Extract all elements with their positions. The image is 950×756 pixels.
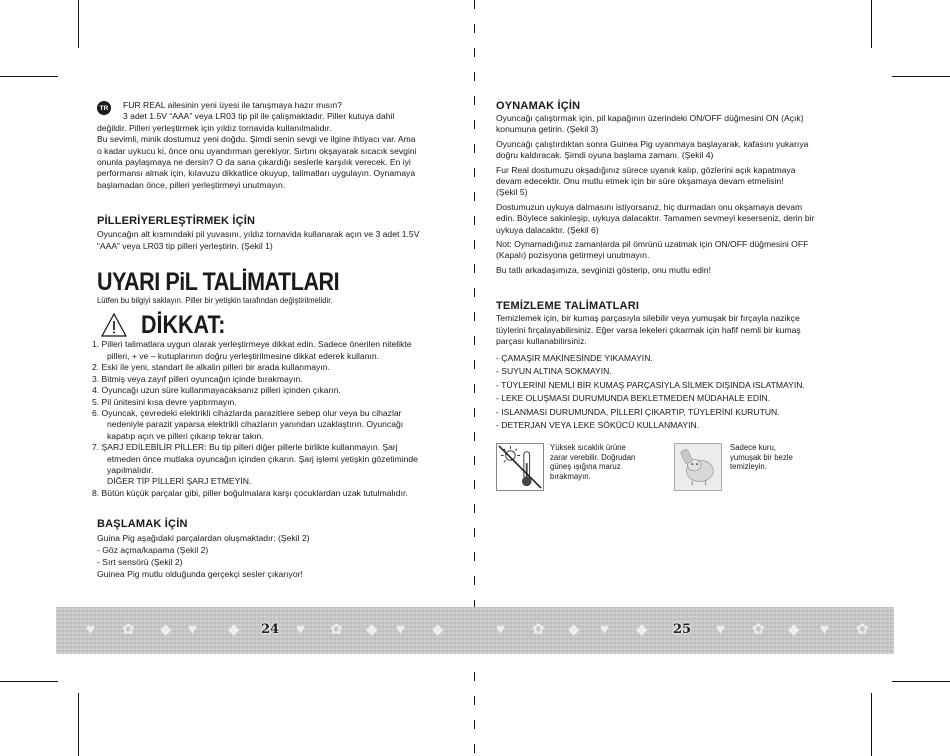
dikkat-heading: DİKKAT: (141, 311, 226, 340)
battery-install-heading: PİLLERİYERLEŞTİRMEK İÇİN (97, 215, 256, 228)
heat-care-block (496, 443, 674, 491)
flower-icon: ✿ (330, 621, 343, 638)
cleaning-intro-line: tüylerini fırçalayabilirsiniz. Eğer varsa lekeleri çıkarmak için hafif nemli bir kumaş (496, 324, 801, 335)
warning-item: 4. Oyuncağı uzun süre kullanmayacaksanız pilleri içinden çıkarın. (92, 385, 341, 396)
fold-mark (474, 168, 475, 177)
heat-care-line: güneş ışığına maruz (550, 462, 621, 472)
sun-thermometer-icon (496, 443, 544, 491)
heat-care-line: bırakmayın. (550, 471, 591, 481)
diamond-icon: ◆ (568, 621, 580, 638)
crop-mark (0, 681, 58, 682)
battery-install-section (97, 215, 452, 252)
fold-mark (474, 528, 475, 537)
fold-mark (474, 696, 475, 705)
fold-mark (474, 408, 475, 417)
fold-mark (474, 432, 475, 441)
getting-started-line: Guina Pig aşağıdaki parçalardan oluşmaktadır: (Şekil 2) (97, 533, 310, 544)
heart-icon: ♥ (188, 621, 197, 638)
fold-mark (474, 24, 475, 33)
intro-line: başlamadan önce, pilleri yerleştirmeyi unutmayın. (97, 179, 286, 190)
guinea-pig-dry-clean-icon (674, 443, 722, 491)
play-line: Not: Oynamadığınız zamanlarda pil ömrünü uzatmak için ON/OFF düğmesini OFF (496, 239, 809, 250)
getting-started-heading: BAŞLAMAK İÇİN (97, 518, 188, 531)
cleaning-heading: TEMİZLEME TALİMATLARI (496, 300, 640, 313)
dry-care-line: Sadece kuru, (730, 443, 776, 453)
flower-icon: ✿ (752, 621, 765, 638)
warning-item-cont: yapılmalıdır. (107, 464, 154, 475)
play-line: Oyuncağı çalıştırdıktan sonra Guinea Pig uyanmaya başlayarak, kafasını yukarıya (496, 138, 809, 149)
right-page (496, 100, 856, 491)
intro-line: performansı almak için, kılavuzu dikkatlice okuyup, talimatları uygulayın. Oynamaya (97, 168, 416, 179)
play-heading: OYNAMAK İÇİN (496, 100, 581, 112)
crop-mark (0, 76, 58, 77)
play-line: Fur Real dostumuzu okşadığınız sürece uyanık kalıp, gözlerini açık kapatmaya (496, 164, 796, 175)
play-line: edin. Böylece sakinleşip, uykuya dalacaktır. Tamamen sevmeyi keserseniz, derin bir (496, 213, 815, 224)
intro-line: onunla paylaşmaya ne dersin? O da sana çıkardığı seslerle karşılık verecek. En iyi (97, 157, 411, 168)
intro-line: FUR REAL ailesinin yeni üyesi ile tanışmaya hazır mısın? (123, 100, 342, 110)
fold-mark (474, 216, 475, 225)
warning-item-cont: DİĞER TİP PİLLERİ ŞARJ ETMEYİN. (107, 476, 252, 487)
battery-warnings-section (92, 268, 452, 499)
fold-mark (474, 720, 475, 729)
crop-mark (871, 0, 872, 48)
fold-mark (474, 384, 475, 393)
heart-icon: ♥ (296, 621, 305, 638)
fold-mark (474, 336, 475, 345)
heat-care-text (550, 443, 635, 491)
intro-line: 3 adet 1.5V “AAA” veya LR03 tip pil ile çalışmaktadır. Piller kutuya dahil (123, 111, 395, 122)
battery-install-line: Oyuncağın alt kısmındaki pil yuvasını, yıldız tornavida kullanarak açın ve 3 adet 1.5V (97, 229, 420, 240)
fold-mark (474, 144, 475, 153)
fold-mark (474, 240, 475, 249)
fold-mark (474, 312, 475, 321)
crop-mark (78, 0, 79, 48)
heart-icon: ♥ (396, 621, 405, 638)
battery-install-line: “AAA” veya LR03 tip pilleri yerleştirin. (Şekil 1) (97, 240, 273, 251)
warning-item-cont: etmeden önce mutlaka oyuncağın içinden çıkarın. Şarj işlemi yetişkin gözetiminde (107, 453, 418, 464)
play-line: Bu tatlı arkadaşımıza, sevginizi gösterip, onu mutlu edin! (496, 264, 711, 275)
intro-line: o kadar uykucu ki, önce onu uyandırman gerekiyor. Sırtını okşayarak sıcacık sevgini (97, 145, 417, 156)
fold-mark (474, 504, 475, 513)
warning-item-cont: kapatıp açın ve pilleri çıkarıp tekrar takın. (107, 430, 264, 441)
battery-warnings-note: Lütfen bu bilgiyi saklayın. Piller bir yetişkin tarafından değiştirilmelidir. (97, 295, 333, 306)
cleaning-item: - ÇAMAŞIR MAKİNESİNDE YIKAMAYIN. (496, 352, 653, 363)
getting-started-line: - Göz açma/kapama (Şekil 2) (97, 545, 209, 556)
fold-mark (474, 72, 475, 81)
play-section (496, 100, 856, 276)
crop-mark (78, 693, 79, 756)
play-line: doğru kaldıracak. Şimdi oyuna başlama zamanı. (Şekil 4) (496, 150, 714, 161)
crop-mark (892, 76, 950, 77)
warning-item: 2. Eski ile yeni, standart ile alkalin pilleri bir arada kullanmayın. (92, 362, 330, 373)
diamond-icon: ◆ (228, 621, 240, 638)
warning-item: 7. ŞARJ EDİLEBİLİR PİLLER: Bu tip pilleri diğer pillerle birlikte kullanmayın. Şarj (92, 442, 398, 453)
fold-mark (474, 744, 475, 753)
getting-started-line: Guinea Pig mutlu olduğunda gerçekçi sesler çıkarıyor! (97, 569, 303, 580)
flower-icon: ✿ (122, 621, 135, 638)
diamond-icon: ◆ (366, 621, 378, 638)
heart-icon: ♥ (820, 621, 829, 638)
cleaning-intro-line: Temizlemek için, bir kumaş parçasıyla silebilir veya yumuşak bir fırçayla nazikçe (496, 313, 800, 324)
care-symbols (496, 443, 856, 491)
heart-icon: ♥ (86, 621, 95, 638)
crop-mark (892, 681, 950, 682)
cleaning-section (496, 300, 856, 491)
warning-list (92, 339, 452, 499)
page-number-right: 25 (673, 622, 692, 637)
getting-started-section (97, 518, 452, 580)
warning-item: 6. Oyuncak, çevredeki elektrikli cihazlarda parazitlere sebep olur veya bu cihazlar (92, 407, 402, 418)
fold-mark (474, 456, 475, 465)
battery-warnings-title: UYARI PiL TALİMATLARI (97, 268, 340, 297)
play-line: uykuya dalacaktır. (Şekil 6) (496, 224, 599, 235)
dry-care-block (674, 443, 793, 491)
heart-icon: ♥ (496, 621, 505, 638)
dry-care-line: temizleyin. (730, 462, 767, 472)
fold-mark (474, 120, 475, 129)
warning-item: 3. Bitmiş veya zayıf pilleri oyuncağın içinde bırakmayın. (92, 373, 303, 384)
language-badge: TR (97, 101, 111, 115)
heat-care-line: zarar verebilir. Doğrudan (550, 452, 636, 462)
heat-care-line: Yüksek sıcaklık ürüne (550, 443, 626, 453)
fold-mark (474, 0, 475, 9)
play-line: (Kapalı) pozisyona getirmeyi unutmayın. (496, 250, 650, 261)
warning-item: 1. Pilleri talimatlara uygun olarak yerleştirmeye dikkat edin. Sadece önerilen nitelikte (92, 339, 412, 350)
dry-care-text (730, 443, 793, 491)
fold-mark (474, 360, 475, 369)
play-line: (Şekil 5) (496, 187, 528, 198)
fold-mark (474, 288, 475, 297)
warning-item-cont: nedeniyle parazit yaparsa elektrikli cihazların yanından uzaklaştırın. Oyuncağı (107, 419, 404, 430)
fold-mark (474, 480, 475, 489)
getting-started-line: - Sırt sensörü (Şekil 2) (97, 557, 183, 568)
warning-item-cont: pilleri, + ve – kutuplarının doğru yerleştirilmesine dikkat ederek kullanın. (107, 350, 380, 361)
cleaning-intro-line: parçası kullanabilirsiniz. (496, 336, 587, 347)
cleaning-item: - LEKE OLUŞMASI DURUMUNDA BEKLETMEDEN MÜDAHALE EDİN. (496, 393, 771, 404)
crop-mark (871, 693, 872, 756)
flower-icon: ✿ (532, 621, 545, 638)
dikkat-row (97, 312, 452, 338)
fold-mark (474, 192, 475, 201)
intro-line: değildir. Pilleri yerleştirmek için yıldız tornavida kullanılmalıdır. (97, 122, 332, 133)
diamond-icon: ◆ (788, 621, 800, 638)
warning-item: 5. Pil ünitesini kısa devre yaptırmayın. (92, 396, 237, 407)
fold-mark (474, 576, 475, 585)
fold-mark (474, 96, 475, 105)
diamond-icon: ◆ (160, 621, 172, 638)
warning-triangle-icon (101, 313, 127, 337)
cleaning-item: - TÜYLERİNİ NEMLİ BİR KUMAŞ PARÇASIYLA SİLMEK DIŞINDA ISLATMAYIN. (496, 379, 805, 390)
fold-mark (474, 48, 475, 57)
fold-mark (474, 264, 475, 273)
intro-line: Bu sevimli, minik dostumuz yeni doğdu. Şimdi senin sevgi ve ilgine ihtiyacı var. Ama (97, 134, 416, 145)
page-number-left: 24 (261, 622, 280, 637)
diamond-icon: ◆ (432, 621, 444, 638)
warning-item: 8. Bütün küçük parçalar gibi, piller boğulmalara karşı çocuklardan uzak tutulmalıdır. (92, 487, 408, 498)
dry-care-line: yumuşak bir bezle (730, 452, 793, 462)
flower-icon: ✿ (856, 621, 869, 638)
play-line: Oyuncağı çalıştırmak için, pil kapağının üzerindeki ON/OFF düğmesini ON (Açık) (496, 113, 804, 123)
play-line: Dostumuzun uykuya dalmasını istiyorsanız, hiç durmadan onu okşamaya devam (496, 201, 803, 212)
cleaning-item: - SUYUN ALTINA SOKMAYIN. (496, 366, 612, 377)
left-page (92, 100, 452, 580)
diamond-icon: ◆ (636, 621, 648, 638)
play-line: konumuna getirin. (Şekil 3) (496, 124, 599, 135)
heart-icon: ♥ (716, 621, 725, 638)
heart-icon: ♥ (600, 621, 609, 638)
cleaning-item: - ISLANMASI DURUMUNDA, PİLLERİ ÇIKARTIP, TÜYLERİNİ KURUTUN. (496, 406, 780, 417)
footer-band (56, 607, 894, 654)
fold-mark (474, 672, 475, 681)
play-line: devam edecektir. Onu mutlu etmek için bir süre okşamaya devam etmelisin! (496, 176, 784, 187)
cleaning-item: - DETERJAN VEYA LEKE SÖKÜCÜ KULLANMAYIN. (496, 420, 700, 431)
fold-mark (474, 552, 475, 561)
